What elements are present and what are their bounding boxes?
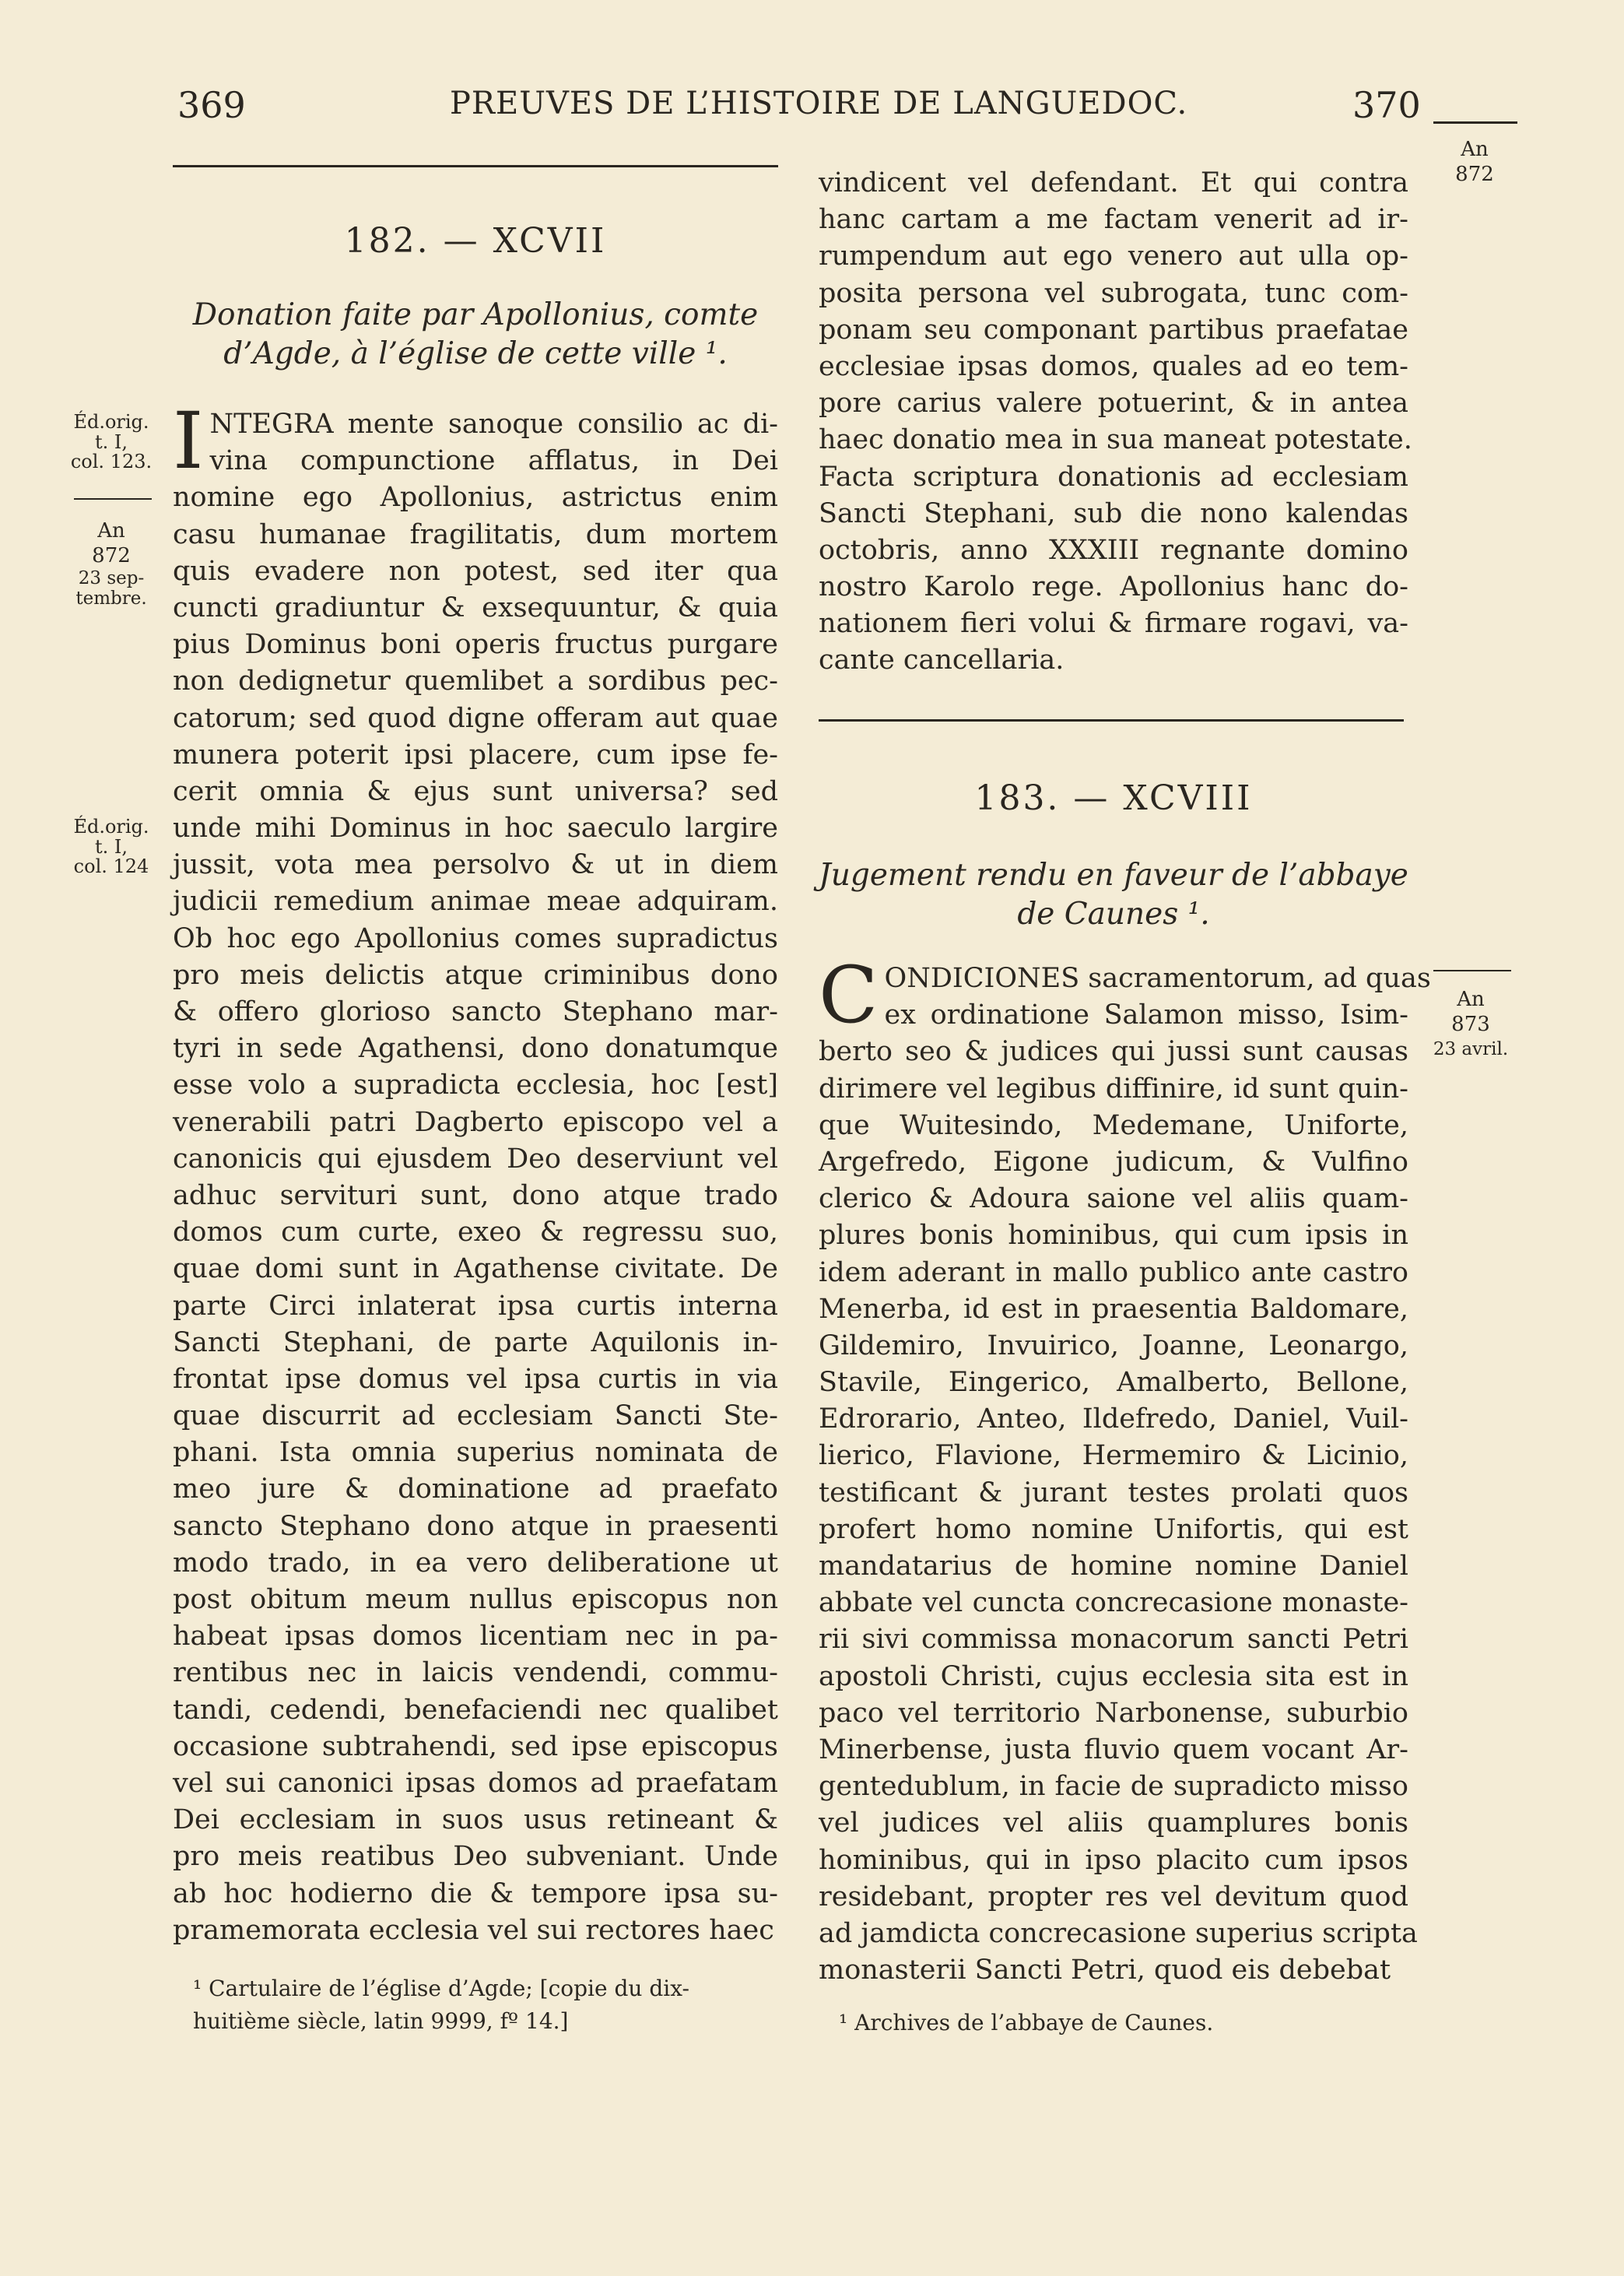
continuation-text-line: posita persona vel subrogata, tunc com-	[819, 277, 1408, 309]
page-number-right: 370	[1352, 84, 1421, 126]
left-text-line: cuncti gradiuntur & exsequuntur, & quia	[173, 592, 778, 623]
left-text-line: quae discurrit ad ecclesiam Sancti Ste-	[173, 1400, 778, 1432]
left-text-line: nomine ego Apollonius, astrictus enim	[173, 482, 778, 514]
left-text-line: meo jure & dominatione ad praefato	[173, 1473, 778, 1505]
left-text-line: quae domi sunt in Agathense civitate. De	[173, 1253, 778, 1285]
footnote-right: ¹ Archives de l’abbaye de Caunes.	[839, 2010, 1214, 2035]
right-text-line: ad jamdicta concrecasione superius scripta	[819, 1917, 1418, 1949]
right-text-line: hominibus, qui in ipso placito cum ipsos	[819, 1844, 1408, 1876]
right-text-line: que Wuitesindo, Medemane, Uniforte,	[819, 1109, 1408, 1141]
left-text-line: adhuc servituri sunt, dono atque trado	[173, 1179, 778, 1211]
right-column-continuation	[819, 165, 1412, 680]
left-text-line: cerit omnia & ejus sunt universa? sed	[173, 775, 778, 807]
left-text-line: vel sui canonici ipsas domos ad praefatam	[173, 1767, 778, 1799]
right-text-line: Stavile, Eingerico, Amalberto, Bellone,	[819, 1367, 1408, 1399]
left-text-line: non dedignetur quemlibet a sordibus pec-	[173, 666, 778, 697]
dropcap-c: C	[819, 950, 879, 1041]
left-text-line: tandi, cedendi, benefaciendi nec qualibet	[173, 1694, 778, 1726]
left-text-line: jussit, vota mea persolvo & ut in diem	[173, 849, 778, 881]
left-text-line: Dei ecclesiam in suos usus retineant &	[173, 1804, 778, 1836]
margin-note-year-873: An 873 23 avril.	[1433, 988, 1509, 1059]
left-text-line: habeat ipsas domos licentiam nec in pa-	[173, 1621, 778, 1653]
margin-note-year-872: An 872 23 sep- tembre.	[75, 519, 147, 609]
page-number-left: 369	[177, 84, 246, 126]
right-text-line: gentedublum, in facie de supradicto misso	[819, 1771, 1408, 1803]
right-text-line: Menerba, id est in praesentia Baldomare,	[819, 1293, 1408, 1325]
left-text-line: pro meis reatibus Deo subveniant. Unde	[173, 1841, 778, 1873]
right-text-line: Edrorario, Anteo, Ildefredo, Daniel, Vuil-	[819, 1403, 1408, 1435]
left-text-line: catorum; sed quod digne offeram aut quae	[173, 702, 778, 734]
left-text-line: esse volo a supradicta ecclesia, hoc [est]	[173, 1070, 778, 1101]
right-text-line: ONDICIONES sacramentorum, ad quas	[884, 963, 1431, 994]
continuation-text-line: ponam seu componant partibus praefatae	[819, 314, 1408, 346]
continuation-text-line: ecclesiae ipsas domos, quales ad eo tem-	[819, 350, 1408, 382]
section-title-182: Donation faite par Apollonius, comte d’Agde, à l’église de cette ville ¹.	[192, 297, 759, 371]
continuation-text-line: Sancti Stephani, sub die nono kalendas	[819, 497, 1408, 529]
right-text-line: lierico, Flavione, Hermemiro & Licinio,	[819, 1440, 1408, 1472]
left-text-line: sancto Stephano dono atque in praesenti	[173, 1510, 778, 1542]
continuation-text-line: haec donatio mea in sua maneat potestate.	[819, 424, 1412, 456]
continuation-text-line: vindicent vel defendant. Et qui contra	[819, 167, 1408, 198]
continuation-text-line: cante cancellaria.	[819, 645, 1065, 676]
left-text-line: modo trado, in ea vero deliberatione ut	[173, 1547, 778, 1579]
footnote-left: ¹ Cartulaire de l’église d’Agde; [copie du dix- huitième siècle, latin 9999, fº 14.]	[193, 1976, 689, 2034]
right-text-line: profert homo nomine Unifortis, qui est	[819, 1513, 1408, 1545]
margin-note-ed-orig-124: Éd.orig. t. I, col. 124	[73, 816, 149, 877]
section-title-183: Jugement rendu en faveur de l’abbaye de Caunes ¹.	[819, 858, 1408, 932]
left-text-line: quis evadere non potest, sed iter qua	[173, 555, 778, 587]
left-text-line: rentibus nec in laicis vendendi, commu-	[173, 1657, 778, 1689]
right-text-line: rii sivi commissa monacorum sancti Petri	[819, 1624, 1408, 1656]
right-text-line: ex ordinatione Salamon misso, Isim-	[884, 999, 1408, 1031]
left-text-line: judicii remedium animae meae adquiram.	[173, 886, 778, 918]
header-rule-left	[173, 165, 778, 167]
left-column-text	[173, 395, 778, 1949]
left-text-line: NTEGRA mente sanoque consilio ac di-	[209, 409, 778, 440]
continuation-text-line: octobris, anno XXXIII regnante domino	[819, 534, 1408, 566]
right-column-text	[819, 950, 1431, 1989]
right-text-line: apostoli Christi, cujus ecclesia sita est in	[819, 1660, 1408, 1692]
margin-rule-top-right	[1433, 121, 1517, 124]
right-text-line: paco vel territorio Narbonense, suburbio	[819, 1697, 1408, 1729]
left-text-line: Ob hoc ego Apollonius comes supradictus	[173, 922, 778, 954]
right-text-line: testificant & jurant testes prolati quos	[819, 1477, 1408, 1509]
left-text-line: casu humanae fragilitatis, dum mortem	[173, 518, 778, 550]
left-text-line: domos cum curte, exeo & regressu suo,	[173, 1217, 778, 1249]
left-column-paragraph	[173, 395, 778, 1949]
right-text-line: residebant, propter res vel devitum quod	[819, 1881, 1408, 1912]
left-text-line: vina compunctione afflatus, in Dei	[209, 445, 778, 477]
section-number-182: 182. — XCVII	[344, 221, 607, 261]
margin-note-year-872-right: An 872	[1455, 138, 1494, 186]
left-text-line: phani. Ista omnia superius nominata de	[173, 1437, 778, 1469]
running-title: PREUVES DE L’HISTOIRE DE LANGUEDOC.	[450, 86, 1188, 121]
right-text-line: Minerbense, justa fluvio quem vocant Ar-	[819, 1733, 1408, 1765]
continuation-text-line: hanc cartam a me factam venerit ad ir-	[819, 204, 1408, 236]
left-text-line: venerabili patri Dagberto episcopo vel a	[173, 1106, 778, 1138]
continuation-text-line: rumpendum aut ego venero aut ulla op-	[819, 241, 1408, 272]
left-text-line: Sancti Stephani, de parte Aquilonis in-	[173, 1326, 778, 1358]
continuation-text-line: Facta scriptura donationis ad ecclesiam	[819, 461, 1408, 493]
right-text-line: dirimere vel legibus diffinire, id sunt quin-	[819, 1073, 1408, 1105]
section-separator-rule	[819, 719, 1404, 722]
left-text-line: & offero glorioso sancto Stephano mar-	[173, 996, 778, 1027]
continuation-paragraph	[819, 165, 1412, 680]
right-text-line: vel judices vel aliis quamplures bonis	[819, 1807, 1408, 1839]
left-text-line: pro meis delictis atque criminibus dono	[173, 959, 778, 991]
left-text-line: ab hoc hodierno die & tempore ipsa su-	[173, 1877, 778, 1909]
right-text-line: clerico & Adoura saione vel aliis quam-	[819, 1183, 1408, 1215]
left-text-line: occasione subtrahendi, sed ipse episcopus	[173, 1730, 778, 1762]
right-text-line: mandatarius de homine nomine Daniel	[819, 1551, 1408, 1582]
left-text-line: post obitum meum nullus episcopus non	[173, 1584, 778, 1615]
right-text-line: berto seo & judices qui jussi sunt causas	[819, 1036, 1408, 1068]
right-text-line: monasterii Sancti Petri, quod eis debebat	[819, 1955, 1391, 1986]
left-text-line: parte Circi inlaterat ipsa curtis interna	[173, 1290, 778, 1322]
left-text-line: munera poterit ipsi placere, cum ipse fe-	[173, 739, 778, 771]
right-text-line: Argefredo, Eigone judicum, & Vulfino	[819, 1146, 1408, 1178]
right-column-paragraph	[819, 950, 1431, 1989]
left-text-line: tyri in sede Agathensi, dono donatumque	[173, 1033, 778, 1065]
left-text-line: pramemorata ecclesia vel sui rectores haec	[173, 1914, 774, 1946]
left-text-line: canonicis qui ejusdem Deo deserviunt vel	[173, 1143, 778, 1175]
continuation-text-line: pore carius valere potuerint, & in antea	[819, 388, 1408, 420]
section-number-183: 183. — XCVIII	[974, 778, 1253, 818]
left-text-line: pius Dominus boni operis fructus purgare	[173, 629, 778, 661]
margin-rule-left	[74, 498, 152, 500]
margin-note-ed-orig-123: Éd.orig. t. I, col. 123.	[70, 411, 153, 472]
continuation-text-line: nationem fieri volui & firmare rogavi, va-	[819, 608, 1408, 640]
right-text-line: plures bonis hominibus, qui cum ipsis in	[819, 1220, 1408, 1252]
right-text-line: Gildemiro, Invuirico, Joanne, Leonargo,	[819, 1329, 1408, 1361]
continuation-text-line: nostro Karolo rege. Apollonius hanc do-	[819, 571, 1408, 603]
right-text-line: idem aderant in mallo publico ante castro	[819, 1256, 1408, 1288]
left-text-line: frontat ipse domus vel ipsa curtis in via	[173, 1363, 778, 1395]
right-text-line: abbate vel cuncta concrecasione monaste-	[819, 1587, 1408, 1619]
left-text-line: unde mihi Dominus in hoc saeculo largire	[173, 813, 778, 845]
margin-rule-right-873	[1433, 970, 1511, 971]
dropcap-i: I	[173, 395, 204, 486]
